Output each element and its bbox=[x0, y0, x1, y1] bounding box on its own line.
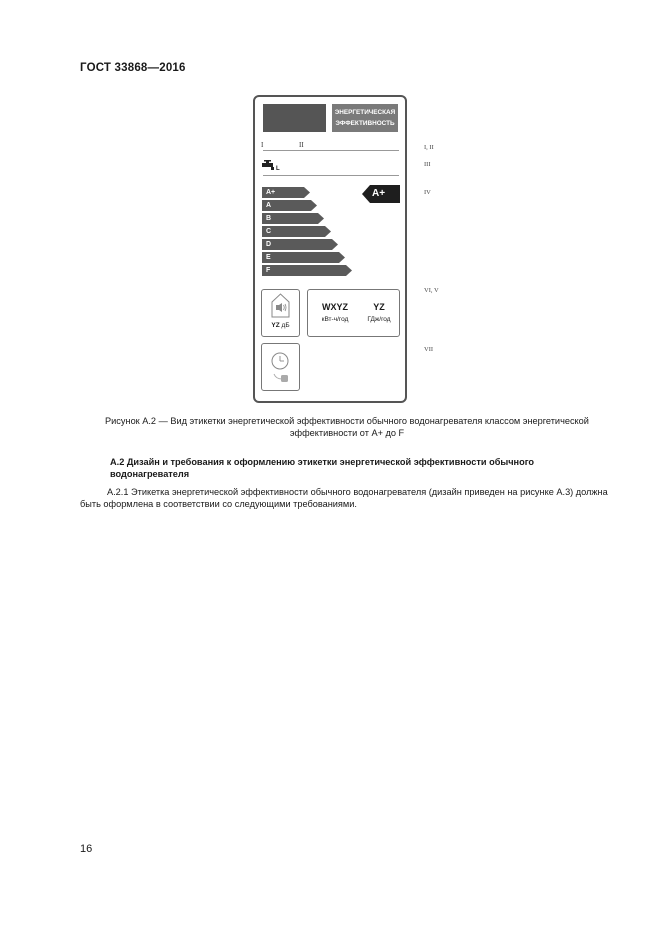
energy-consumption-panel bbox=[307, 289, 400, 337]
annual-electricity-value: WXYZ bbox=[322, 302, 348, 312]
document-code: ГОСТ 33868—2016 bbox=[80, 62, 186, 74]
noise-unit: дБ bbox=[281, 322, 290, 329]
label-mark-i: I bbox=[261, 141, 264, 149]
annual-fuel-value: YZ bbox=[373, 302, 385, 312]
class-label: A+ bbox=[266, 189, 276, 196]
timer-panel bbox=[261, 343, 300, 391]
callout-vii: VII bbox=[424, 346, 434, 353]
label-logo-area bbox=[263, 104, 326, 132]
energy-label bbox=[253, 95, 407, 403]
noise-panel bbox=[261, 289, 300, 337]
speaker-house-icon bbox=[262, 290, 299, 320]
label-mark-ii: II bbox=[299, 141, 304, 149]
label-title: ЭНЕРГЕТИЧЕСКАЯ ЭФФЕКТИВНОСТЬ bbox=[332, 104, 398, 132]
noise-value bbox=[262, 322, 299, 329]
class-label: F bbox=[266, 267, 271, 274]
class-label: B bbox=[266, 215, 272, 222]
tap-size-letter: L bbox=[276, 166, 280, 172]
divider bbox=[263, 175, 399, 176]
callout-iii: III bbox=[424, 161, 431, 168]
callout-iv: IV bbox=[424, 189, 431, 196]
body-paragraph: А.2.1 Этикетка энергетической эффективности обычного водонагревателя (дизайн приведен на рисунке А.3) должна быть оформлена в соответствии со следующими требованиями. bbox=[80, 487, 608, 509]
callout-vi-v: VI, V bbox=[424, 287, 439, 294]
annual-fuel-unit: ГДж/год bbox=[367, 316, 391, 323]
page-number: 16 bbox=[80, 843, 93, 855]
divider bbox=[263, 150, 399, 151]
class-label: A bbox=[266, 202, 272, 209]
annual-electricity-unit: кВт-ч/год bbox=[321, 316, 349, 323]
active-class-text: A+ bbox=[372, 188, 386, 199]
callout-i-ii: I, II bbox=[424, 144, 434, 151]
class-label: C bbox=[266, 228, 272, 235]
class-label: D bbox=[266, 241, 272, 248]
figure-caption: Рисунок А.2 — Вид этикетки энергетической эффективности обычного водонагревателя классом энергетической эффективности от А+ до F bbox=[105, 416, 589, 438]
class-label: E bbox=[266, 254, 271, 261]
noise-number: YZ bbox=[271, 322, 280, 329]
clock-plug-icon bbox=[262, 344, 299, 390]
section-heading: А.2 Дизайн и требования к оформлению этикетки энергетической эффективности обычного водонагревателя bbox=[110, 457, 535, 479]
